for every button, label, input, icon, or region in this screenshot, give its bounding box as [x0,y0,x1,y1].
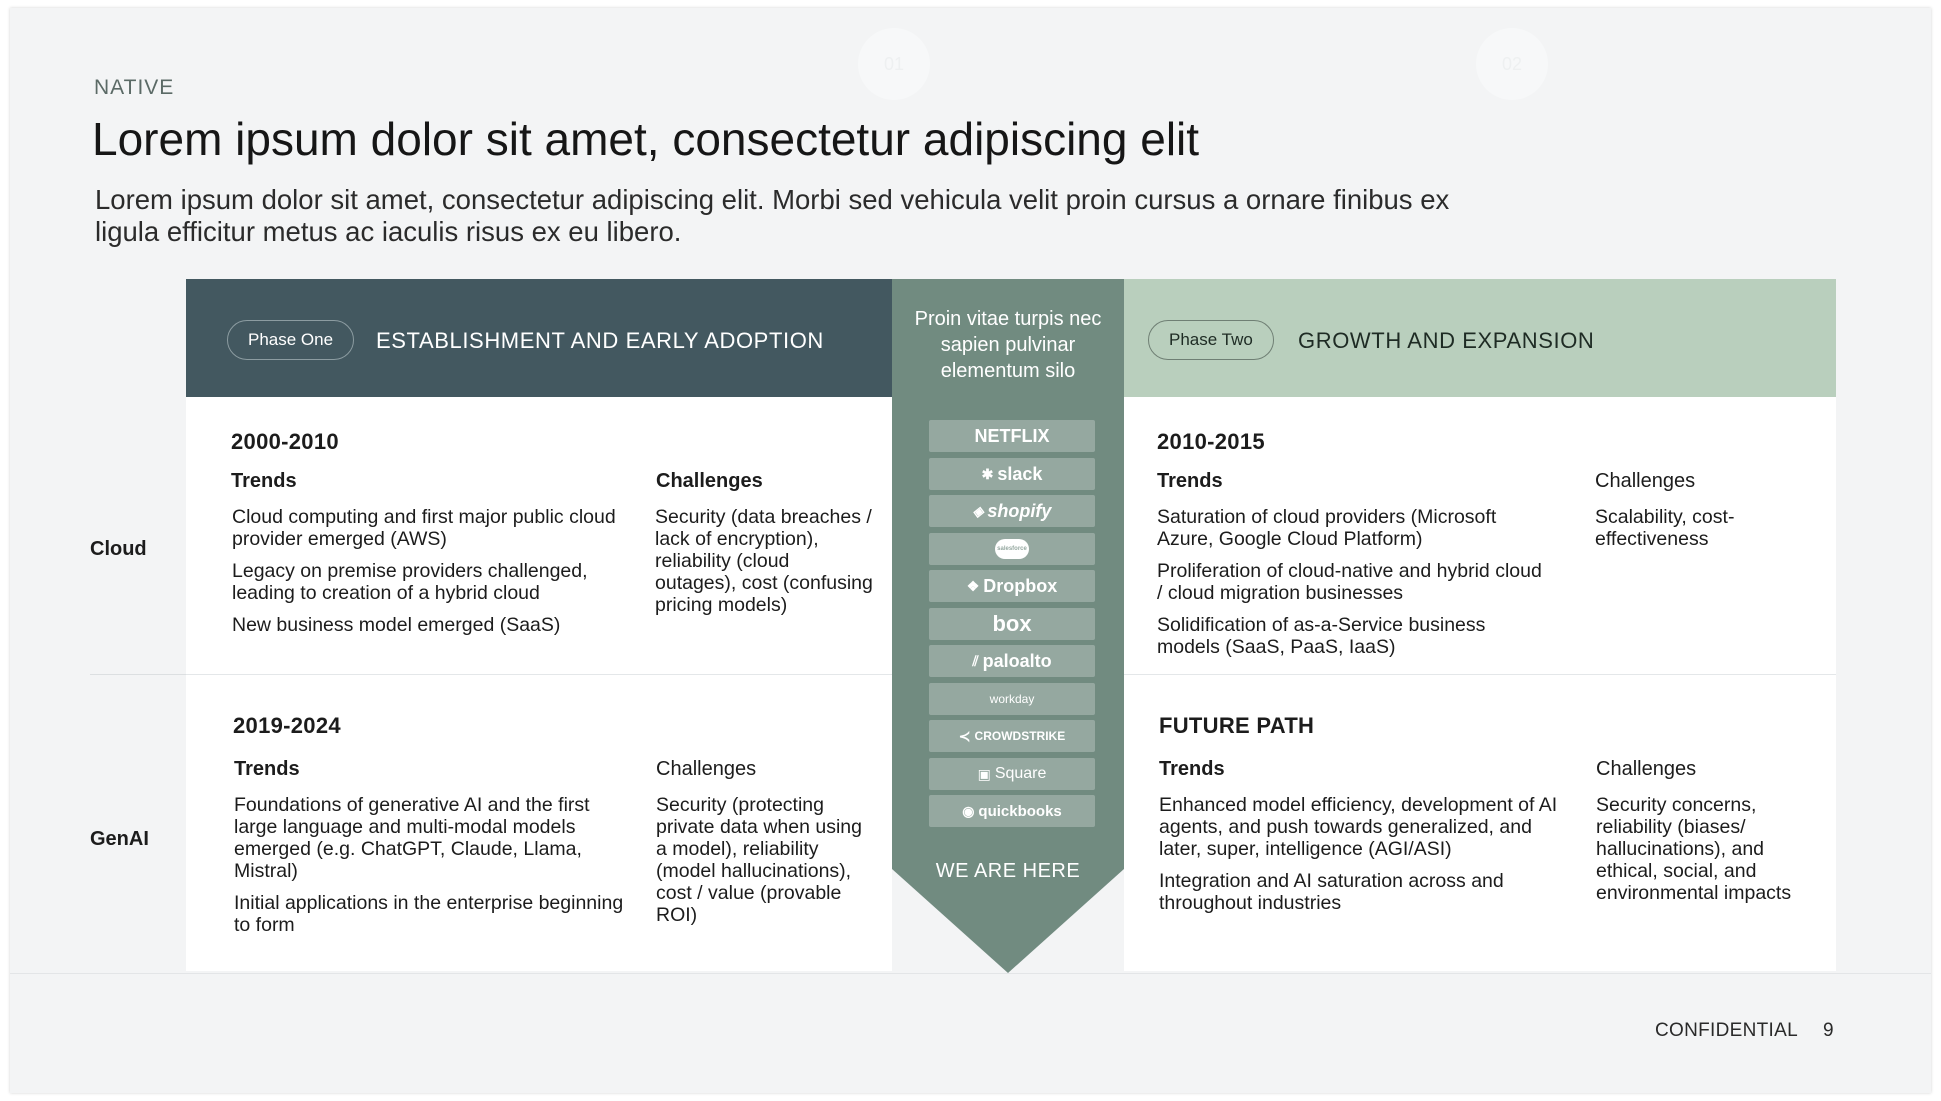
logo-quickbooks-text: quickbooks [978,802,1062,820]
genai-phase-two-period: FUTURE PATH [1159,713,1315,738]
brand-label: NATIVE [94,76,175,99]
dropbox-icon: ❖ [966,577,980,594]
list-item: Foundations of generative AI and the first large language and multi-modal models emerged (e.g. ChatGPT, Claude, Llama, Mistral) [234,794,590,882]
logo-workday [929,683,1095,715]
cloud-phase-two-challenges-label: Challenges [1595,470,1696,492]
logo-shopify [929,495,1095,527]
row-label-cloud: Cloud [90,538,147,560]
list-item: Legacy on premise providers challenged, leading to creation of a hybrid cloud [232,560,588,604]
cloud-phase-one-challenges: Security (data breaches / lack of encryption), reliability (cloud outages), cost (confusing pricing models) [655,506,873,616]
page-number: 9 [1823,1020,1834,1041]
logo-box-text: box [992,611,1032,636]
crowdstrike-icon: ≺ [958,727,971,744]
logo-square [929,758,1095,790]
row-label-genai: GenAI [90,828,149,850]
square-icon: ▣ [977,765,991,782]
logo-crowdstrike [929,720,1095,752]
phase-one-pill: Phase One [227,320,354,360]
logo-shopify-text: shopify [987,500,1052,521]
logo-netflix-text: NETFLIX [974,425,1050,446]
list-item: Cloud computing and first major public cloud provider emerged (AWS) [232,506,616,550]
logo-quickbooks [929,795,1095,827]
logo-paloalto [929,645,1095,677]
slack-icon: ✱ [981,465,994,482]
phase-one-title: ESTABLISHMENT AND EARLY ADOPTION [376,328,824,353]
cloud-phase-one-period: 2000-2010 [231,429,339,454]
quickbooks-icon: ◉ [962,802,975,819]
genai-phase-one-challenges: Security (protecting private data when using a model), reliability (model hallucinations), cost / value (provable ROI) [656,794,862,926]
phase-two-title: GROWTH AND EXPANSION [1298,328,1595,353]
genai-phase-two-trends-label: Trends [1159,758,1225,780]
genai-phase-two-challenges-label: Challenges [1596,758,1697,780]
paloalto-icon: ⫽ [972,652,979,669]
footer-rule [10,973,1931,974]
row-divider [90,674,186,675]
cloud-phase-two-challenges: Scalability, cost-effectiveness [1595,506,1735,550]
list-item: Saturation of cloud providers (Microsoft Azure, Google Cloud Platform) [1157,506,1497,550]
step-marker-ghost-1: 01 [858,28,930,100]
list-item: Integration and AI saturation across and throughout industries [1159,870,1504,914]
list-item: Enhanced model efficiency, development of AI agents, and push towards generalized, and later, super, intelligence (AGI/ASI) [1159,794,1558,860]
shopify-bag-icon: ◈ [972,502,984,519]
logo-paloalto-text: paloalto [982,650,1052,671]
logo-box [929,608,1095,640]
center-column-title: Proin vitae turpis nec sapien pulvinar elementum silo [914,308,1102,382]
genai-phase-one-challenges-label: Challenges [656,758,757,780]
confidential-label: CONFIDENTIAL [1655,1020,1798,1041]
logo-square-text: Square [994,765,1047,782]
cloud-phase-two-period: 2010-2015 [1157,429,1265,454]
phase-one-row-divider [186,674,892,675]
logo-salesforce [929,533,1095,565]
genai-phase-one-trends-label: Trends [234,758,300,780]
cloud-phase-one-trends [232,506,627,646]
phase-two-pill: Phase Two [1148,320,1274,360]
phase-two-row-divider [1124,674,1836,675]
cloud-phase-one-challenges-label: Challenges [656,470,763,492]
genai-phase-two-trends [1159,794,1559,924]
list-item: Solidification of as-a-Service business models (SaaS, PaaS, IaaS) [1157,614,1486,658]
salesforce-cloud-icon: salesforce [995,539,1029,559]
genai-phase-two-challenges: Security concerns, reliability (biases/ hallucinations), and ethical, social, and environmental impacts [1596,794,1792,904]
logo-slack [929,458,1095,490]
cloud-phase-one-trends-label: Trends [231,470,297,492]
slide-subtitle: Lorem ipsum dolor sit amet, consectetur adipiscing elit. Morbi sed vehicula velit proin cursus a ornare finibus ex ligula efficitur metus ac iaculis risus ex eu libero. [95,184,1450,247]
list-item: New business model emerged (SaaS) [232,614,561,636]
logo-workday-text: workday [989,692,1035,706]
genai-phase-one-period: 2019-2024 [233,713,341,738]
slide-title: Lorem ipsum dolor sit amet, consectetur adipiscing elit [92,113,1200,165]
logo-dropbox [929,570,1095,602]
cloud-phase-two-trends [1157,506,1552,668]
logo-dropbox-text: Dropbox [983,575,1058,596]
list-item: Initial applications in the enterprise beginning to form [234,892,624,936]
cloud-phase-two-trends-label: Trends [1157,470,1223,492]
list-item: Proliferation of cloud-native and hybrid cloud / cloud migration businesses [1157,560,1542,604]
step-marker-ghost-2: 02 [1476,28,1548,100]
we-are-here-marker: WE ARE HERE [935,860,1081,882]
logo-slack-text: slack [997,463,1043,484]
genai-phase-one-trends [234,794,629,946]
logo-netflix [929,420,1095,452]
logo-crowdstrike-text: CROWDSTRIKE [974,729,1066,743]
